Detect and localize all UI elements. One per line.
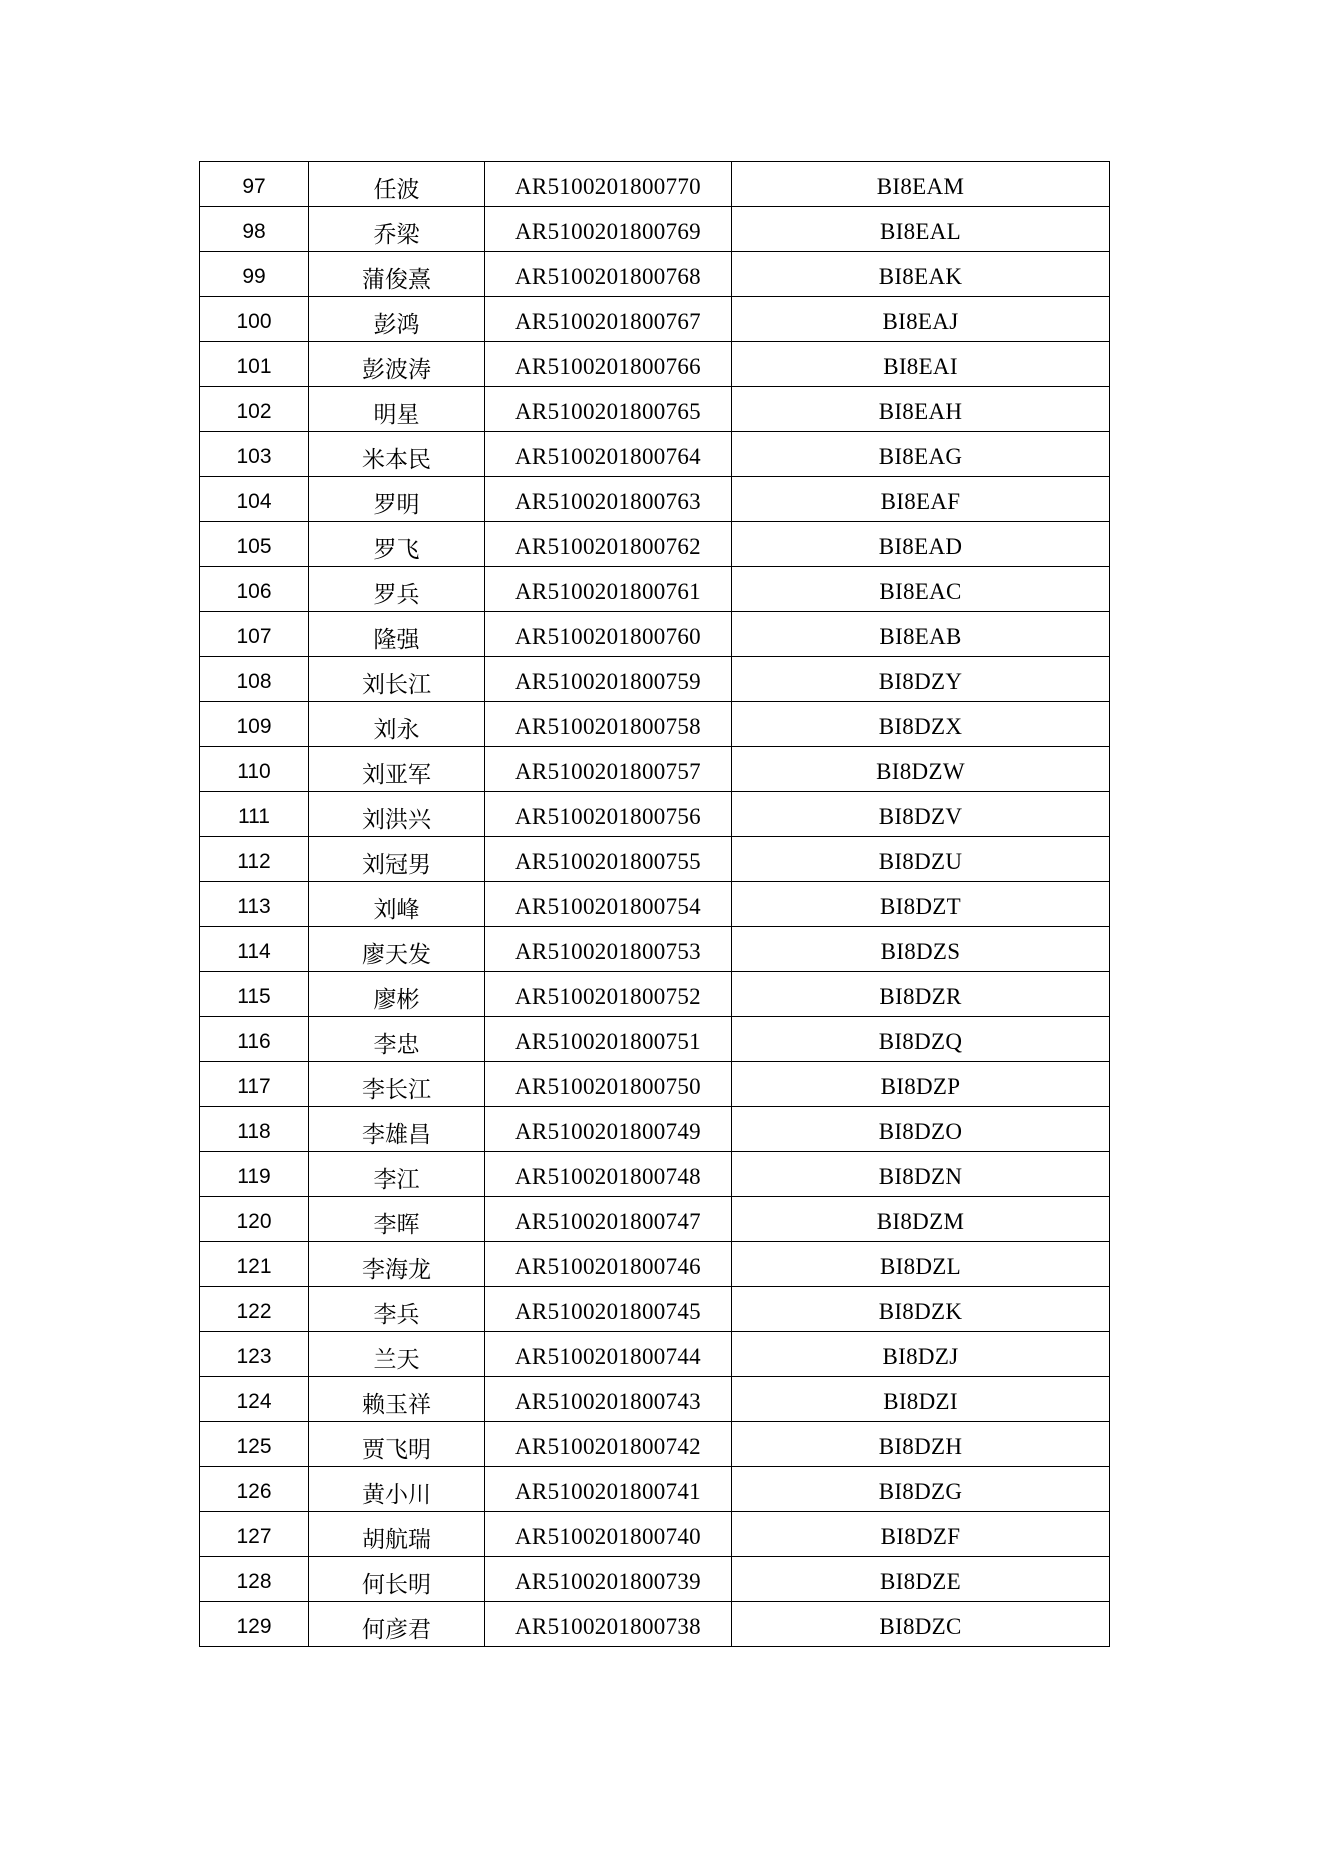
row-number-cell: 126 <box>200 1467 309 1512</box>
table-row <box>200 1512 1110 1557</box>
callsign-cell: BI8EAK <box>732 252 1110 297</box>
callsign-cell: BI8DZF <box>732 1512 1110 1557</box>
operator-name-cell: 隆强 <box>309 612 485 657</box>
row-number-cell: 99 <box>200 252 309 297</box>
certificate-number-cell: AR5100201800738 <box>485 1602 732 1647</box>
table-row <box>200 1242 1110 1287</box>
callsign-cell: BI8EAG <box>732 432 1110 477</box>
certificate-number-cell: AR5100201800750 <box>485 1062 732 1107</box>
certificate-number-cell: AR5100201800765 <box>485 387 732 432</box>
operator-name-cell: 李长江 <box>309 1062 485 1107</box>
row-number-cell: 124 <box>200 1377 309 1422</box>
certificate-number-cell: AR5100201800743 <box>485 1377 732 1422</box>
table-row <box>200 882 1110 927</box>
table-row <box>200 162 1110 207</box>
table-row <box>200 1287 1110 1332</box>
row-number-cell: 100 <box>200 297 309 342</box>
callsign-cell: BI8DZR <box>732 972 1110 1017</box>
callsign-cell: BI8DZN <box>732 1152 1110 1197</box>
certificate-number-cell: AR5100201800746 <box>485 1242 732 1287</box>
operator-name-cell: 李忠 <box>309 1017 485 1062</box>
row-number-cell: 104 <box>200 477 309 522</box>
operator-name-cell: 胡航瑞 <box>309 1512 485 1557</box>
table-row <box>200 342 1110 387</box>
operator-name-cell: 米本民 <box>309 432 485 477</box>
table-row <box>200 927 1110 972</box>
callsign-cell: BI8DZJ <box>732 1332 1110 1377</box>
row-number-cell: 98 <box>200 207 309 252</box>
certificate-number-cell: AR5100201800739 <box>485 1557 732 1602</box>
certificate-number-cell: AR5100201800747 <box>485 1197 732 1242</box>
row-number-cell: 97 <box>200 162 309 207</box>
row-number-cell: 121 <box>200 1242 309 1287</box>
table-row <box>200 252 1110 297</box>
certificate-number-cell: AR5100201800748 <box>485 1152 732 1197</box>
table-row <box>200 702 1110 747</box>
operator-name-cell: 廖彬 <box>309 972 485 1017</box>
row-number-cell: 105 <box>200 522 309 567</box>
callsign-cell: BI8EAJ <box>732 297 1110 342</box>
row-number-cell: 111 <box>200 792 309 837</box>
certificate-number-cell: AR5100201800751 <box>485 1017 732 1062</box>
certificate-number-cell: AR5100201800766 <box>485 342 732 387</box>
operator-name-cell: 刘亚军 <box>309 747 485 792</box>
callsign-cell: BI8DZL <box>732 1242 1110 1287</box>
operator-name-cell: 廖天发 <box>309 927 485 972</box>
row-number-cell: 119 <box>200 1152 309 1197</box>
table-row <box>200 477 1110 522</box>
table-row <box>200 387 1110 432</box>
operator-name-cell: 罗兵 <box>309 567 485 612</box>
callsign-cell: BI8DZT <box>732 882 1110 927</box>
row-number-cell: 122 <box>200 1287 309 1332</box>
callsign-cell: BI8DZH <box>732 1422 1110 1467</box>
row-number-cell: 110 <box>200 747 309 792</box>
operator-name-cell: 明星 <box>309 387 485 432</box>
certificate-number-cell: AR5100201800768 <box>485 252 732 297</box>
row-number-cell: 101 <box>200 342 309 387</box>
table-row <box>200 837 1110 882</box>
row-number-cell: 115 <box>200 972 309 1017</box>
certificate-number-cell: AR5100201800769 <box>485 207 732 252</box>
operator-name-cell: 刘长江 <box>309 657 485 702</box>
operator-name-cell: 李江 <box>309 1152 485 1197</box>
certificate-number-cell: AR5100201800753 <box>485 927 732 972</box>
row-number-cell: 113 <box>200 882 309 927</box>
table-body <box>200 162 1110 1647</box>
row-number-cell: 117 <box>200 1062 309 1107</box>
callsign-cell: BI8DZO <box>732 1107 1110 1152</box>
operator-name-cell: 何长明 <box>309 1557 485 1602</box>
operator-name-cell: 刘冠男 <box>309 837 485 882</box>
certificate-number-cell: AR5100201800762 <box>485 522 732 567</box>
callsign-cell: BI8DZS <box>732 927 1110 972</box>
table-row <box>200 432 1110 477</box>
row-number-cell: 108 <box>200 657 309 702</box>
callsign-table <box>199 161 1110 1647</box>
callsign-cell: BI8DZK <box>732 1287 1110 1332</box>
table-row <box>200 792 1110 837</box>
row-number-cell: 109 <box>200 702 309 747</box>
certificate-number-cell: AR5100201800764 <box>485 432 732 477</box>
callsign-cell: BI8EAM <box>732 162 1110 207</box>
operator-name-cell: 彭鸿 <box>309 297 485 342</box>
operator-name-cell: 罗明 <box>309 477 485 522</box>
row-number-cell: 114 <box>200 927 309 972</box>
table-row <box>200 972 1110 1017</box>
table-row <box>200 1602 1110 1647</box>
row-number-cell: 128 <box>200 1557 309 1602</box>
certificate-number-cell: AR5100201800759 <box>485 657 732 702</box>
table-row <box>200 1152 1110 1197</box>
table-row <box>200 207 1110 252</box>
row-number-cell: 103 <box>200 432 309 477</box>
callsign-cell: BI8DZC <box>732 1602 1110 1647</box>
table-row <box>200 747 1110 792</box>
certificate-number-cell: AR5100201800749 <box>485 1107 732 1152</box>
operator-name-cell: 彭波涛 <box>309 342 485 387</box>
table-row <box>200 1062 1110 1107</box>
operator-name-cell: 蒲俊熹 <box>309 252 485 297</box>
certificate-number-cell: AR5100201800758 <box>485 702 732 747</box>
table-row <box>200 612 1110 657</box>
callsign-cell: BI8DZX <box>732 702 1110 747</box>
table-row <box>200 657 1110 702</box>
table-row <box>200 1197 1110 1242</box>
callsign-cell: BI8EAL <box>732 207 1110 252</box>
operator-name-cell: 赖玉祥 <box>309 1377 485 1422</box>
callsign-cell: BI8EAI <box>732 342 1110 387</box>
row-number-cell: 125 <box>200 1422 309 1467</box>
callsign-cell: BI8DZU <box>732 837 1110 882</box>
operator-name-cell: 乔梁 <box>309 207 485 252</box>
table-row <box>200 1557 1110 1602</box>
table-row <box>200 1107 1110 1152</box>
callsign-cell: BI8EAC <box>732 567 1110 612</box>
row-number-cell: 118 <box>200 1107 309 1152</box>
callsign-cell: BI8EAB <box>732 612 1110 657</box>
operator-name-cell: 李晖 <box>309 1197 485 1242</box>
certificate-number-cell: AR5100201800760 <box>485 612 732 657</box>
operator-name-cell: 黄小川 <box>309 1467 485 1512</box>
row-number-cell: 116 <box>200 1017 309 1062</box>
table-row <box>200 1332 1110 1377</box>
certificate-number-cell: AR5100201800763 <box>485 477 732 522</box>
operator-name-cell: 兰天 <box>309 1332 485 1377</box>
callsign-cell: BI8DZM <box>732 1197 1110 1242</box>
callsign-cell: BI8EAH <box>732 387 1110 432</box>
row-number-cell: 120 <box>200 1197 309 1242</box>
row-number-cell: 127 <box>200 1512 309 1557</box>
table-row <box>200 1017 1110 1062</box>
operator-name-cell: 任波 <box>309 162 485 207</box>
row-number-cell: 102 <box>200 387 309 432</box>
callsign-cell: BI8EAF <box>732 477 1110 522</box>
certificate-number-cell: AR5100201800740 <box>485 1512 732 1557</box>
callsign-cell: BI8DZY <box>732 657 1110 702</box>
operator-name-cell: 罗飞 <box>309 522 485 567</box>
callsign-cell: BI8DZW <box>732 747 1110 792</box>
callsign-cell: BI8DZV <box>732 792 1110 837</box>
operator-name-cell: 李雄昌 <box>309 1107 485 1152</box>
operator-name-cell: 李海龙 <box>309 1242 485 1287</box>
certificate-number-cell: AR5100201800757 <box>485 747 732 792</box>
table-row <box>200 1422 1110 1467</box>
row-number-cell: 129 <box>200 1602 309 1647</box>
operator-name-cell: 刘永 <box>309 702 485 747</box>
certificate-number-cell: AR5100201800752 <box>485 972 732 1017</box>
certificate-number-cell: AR5100201800741 <box>485 1467 732 1512</box>
certificate-number-cell: AR5100201800761 <box>485 567 732 612</box>
certificate-number-cell: AR5100201800755 <box>485 837 732 882</box>
callsign-cell: BI8DZI <box>732 1377 1110 1422</box>
table-row <box>200 1467 1110 1512</box>
row-number-cell: 112 <box>200 837 309 882</box>
operator-name-cell: 刘洪兴 <box>309 792 485 837</box>
table-row <box>200 522 1110 567</box>
callsign-cell: BI8DZG <box>732 1467 1110 1512</box>
callsign-cell: BI8DZP <box>732 1062 1110 1107</box>
certificate-number-cell: AR5100201800744 <box>485 1332 732 1377</box>
operator-name-cell: 贾飞明 <box>309 1422 485 1467</box>
table-row <box>200 297 1110 342</box>
callsign-cell: BI8DZQ <box>732 1017 1110 1062</box>
callsign-cell: BI8DZE <box>732 1557 1110 1602</box>
certificate-number-cell: AR5100201800754 <box>485 882 732 927</box>
certificate-number-cell: AR5100201800767 <box>485 297 732 342</box>
row-number-cell: 123 <box>200 1332 309 1377</box>
operator-name-cell: 刘峰 <box>309 882 485 927</box>
operator-name-cell: 李兵 <box>309 1287 485 1332</box>
certificate-number-cell: AR5100201800756 <box>485 792 732 837</box>
callsign-cell: BI8EAD <box>732 522 1110 567</box>
operator-name-cell: 何彦君 <box>309 1602 485 1647</box>
table-row <box>200 567 1110 612</box>
certificate-number-cell: AR5100201800742 <box>485 1422 732 1467</box>
row-number-cell: 107 <box>200 612 309 657</box>
table-row <box>200 1377 1110 1422</box>
row-number-cell: 106 <box>200 567 309 612</box>
certificate-number-cell: AR5100201800770 <box>485 162 732 207</box>
certificate-number-cell: AR5100201800745 <box>485 1287 732 1332</box>
